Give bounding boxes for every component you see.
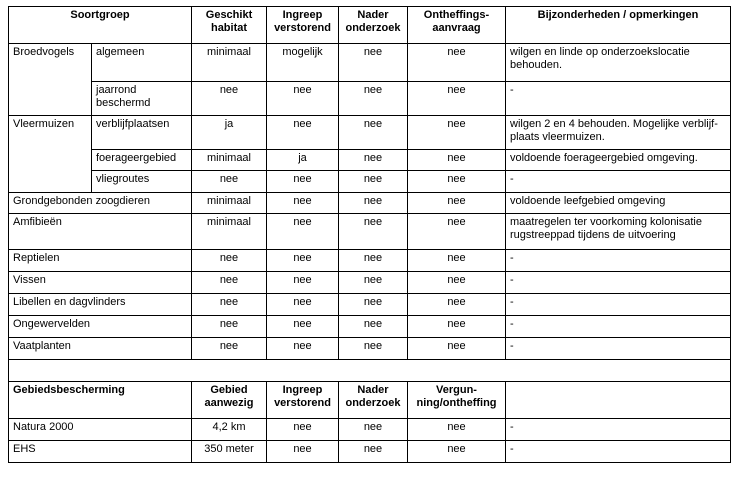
exemption-cell: nee: [408, 171, 506, 193]
further-cell: nee: [339, 171, 408, 193]
further-cell: nee: [339, 150, 408, 171]
header-vergunning-ontheffing: Vergun-ning/ontheffing: [408, 382, 506, 419]
exemption-cell: nee: [408, 250, 506, 272]
table-row: [9, 44, 731, 82]
subgroup-cell: algemeen: [92, 44, 192, 82]
remarks-cell: -: [506, 338, 731, 360]
exemption-cell: nee: [408, 316, 506, 338]
habitat-cell: nee: [192, 316, 267, 338]
table-row: [9, 441, 731, 463]
further-cell: nee: [339, 338, 408, 360]
table-row: [9, 82, 731, 116]
header-ingreep-verstorend: Ingreep verstorend: [267, 7, 339, 44]
table-row: [9, 150, 731, 171]
table-row: [9, 116, 731, 150]
disturbing-cell: nee: [267, 316, 339, 338]
habitat-cell: nee: [192, 272, 267, 294]
habitat-cell: minimaal: [192, 150, 267, 171]
habitat-cell: nee: [192, 171, 267, 193]
group-cell: Reptielen: [9, 250, 192, 272]
remarks-cell: wilgen en linde op onderzoekslocatie behouden.: [506, 44, 731, 82]
table-row: [9, 316, 731, 338]
species-header-row: [9, 7, 731, 44]
exemption-cell: nee: [408, 116, 506, 150]
further-cell: nee: [339, 441, 408, 463]
disturbing-cell: nee: [267, 338, 339, 360]
disturbing-cell: nee: [267, 441, 339, 463]
permit-cell: nee: [408, 419, 506, 441]
table-row: [9, 250, 731, 272]
disturbing-cell: nee: [267, 171, 339, 193]
table-row: [9, 272, 731, 294]
exemption-cell: nee: [408, 338, 506, 360]
table-row: [9, 193, 731, 214]
further-cell: nee: [339, 294, 408, 316]
group-cell: Vissen: [9, 272, 192, 294]
table-row: [9, 419, 731, 441]
group-cell: Libellen en dagvlinders: [9, 294, 192, 316]
disturbing-cell: mogelijk: [267, 44, 339, 82]
disturbing-cell: nee: [267, 272, 339, 294]
disturbing-cell: nee: [267, 193, 339, 214]
habitat-cell: nee: [192, 338, 267, 360]
remarks-cell: -: [506, 441, 731, 463]
subgroup-cell: verblijfplaatsen: [92, 116, 192, 150]
remarks-cell: -: [506, 272, 731, 294]
group-cell: Grondgebonden zoogdieren: [9, 193, 192, 214]
further-cell: nee: [339, 82, 408, 116]
further-cell: nee: [339, 250, 408, 272]
remarks-cell: -: [506, 250, 731, 272]
remarks-cell: wilgen 2 en 4 behouden. Mogelijke verblijf-plaats vleermuizen.: [506, 116, 731, 150]
species-protection-table: [8, 6, 731, 463]
header-gebiedsbescherming: Gebiedsbescherming: [9, 382, 192, 419]
exemption-cell: nee: [408, 44, 506, 82]
remarks-cell: -: [506, 82, 731, 116]
group-cell: Broedvogels: [9, 44, 92, 116]
permit-cell: nee: [408, 441, 506, 463]
table-row: [9, 171, 731, 193]
further-cell: nee: [339, 116, 408, 150]
remarks-cell: -: [506, 419, 731, 441]
habitat-cell: minimaal: [192, 214, 267, 250]
header-nader-onderzoek-area: Nader onderzoek: [339, 382, 408, 419]
exemption-cell: nee: [408, 150, 506, 171]
header-soortgroep: Soortgroep: [9, 7, 192, 44]
disturbing-cell: nee: [267, 250, 339, 272]
present-cell: 4,2 km: [192, 419, 267, 441]
further-cell: nee: [339, 193, 408, 214]
subgroup-cell: vliegroutes: [92, 171, 192, 193]
disturbing-cell: nee: [267, 419, 339, 441]
further-cell: nee: [339, 272, 408, 294]
disturbing-cell: nee: [267, 214, 339, 250]
header-ontheffingsaanvraag: Ontheffings-aanvraag: [408, 7, 506, 44]
remarks-cell: maatregelen ter voorkoming kolonisatie rugstreeppad tijdens de uitvoering: [506, 214, 731, 250]
further-cell: nee: [339, 44, 408, 82]
group-cell: Vleermuizen: [9, 116, 92, 193]
disturbing-cell: nee: [267, 294, 339, 316]
habitat-cell: minimaal: [192, 193, 267, 214]
present-cell: 350 meter: [192, 441, 267, 463]
group-cell: Ongewervelden: [9, 316, 192, 338]
exemption-cell: nee: [408, 193, 506, 214]
remarks-cell: voldoende leefgebied omgeving: [506, 193, 731, 214]
exemption-cell: nee: [408, 214, 506, 250]
further-cell: nee: [339, 316, 408, 338]
disturbing-cell: nee: [267, 82, 339, 116]
subgroup-cell: jaarrond beschermd: [92, 82, 192, 116]
remarks-cell: -: [506, 171, 731, 193]
habitat-cell: ja: [192, 116, 267, 150]
disturbing-cell: nee: [267, 116, 339, 150]
spacer-cell: [9, 360, 731, 382]
table-row: [9, 294, 731, 316]
habitat-cell: nee: [192, 250, 267, 272]
header-nader-onderzoek: Nader onderzoek: [339, 7, 408, 44]
group-cell: Amfibieën: [9, 214, 192, 250]
remarks-cell: voldoende foerageergebied omgeving.: [506, 150, 731, 171]
area-header-row: [9, 382, 731, 419]
area-cell: EHS: [9, 441, 192, 463]
disturbing-cell: ja: [267, 150, 339, 171]
spacer-row: [9, 360, 731, 382]
header-ingreep-verstorend-area: Ingreep verstorend: [267, 382, 339, 419]
remarks-cell: -: [506, 294, 731, 316]
table-row: [9, 338, 731, 360]
exemption-cell: nee: [408, 82, 506, 116]
exemption-cell: nee: [408, 294, 506, 316]
area-cell: Natura 2000: [9, 419, 192, 441]
remarks-cell: -: [506, 316, 731, 338]
habitat-cell: minimaal: [192, 44, 267, 82]
group-cell: Vaatplanten: [9, 338, 192, 360]
header-gebied-aanwezig: Gebied aanwezig: [192, 382, 267, 419]
table-row: [9, 214, 731, 250]
further-cell: nee: [339, 419, 408, 441]
exemption-cell: nee: [408, 272, 506, 294]
header-bijzonderheden: Bijzonderheden / opmerkingen: [506, 7, 731, 44]
habitat-cell: nee: [192, 82, 267, 116]
header-geschikt-habitat: Geschikt habitat: [192, 7, 267, 44]
further-cell: nee: [339, 214, 408, 250]
subgroup-cell: foerageergebied: [92, 150, 192, 171]
habitat-cell: nee: [192, 294, 267, 316]
header-remarks-area: [506, 382, 731, 419]
